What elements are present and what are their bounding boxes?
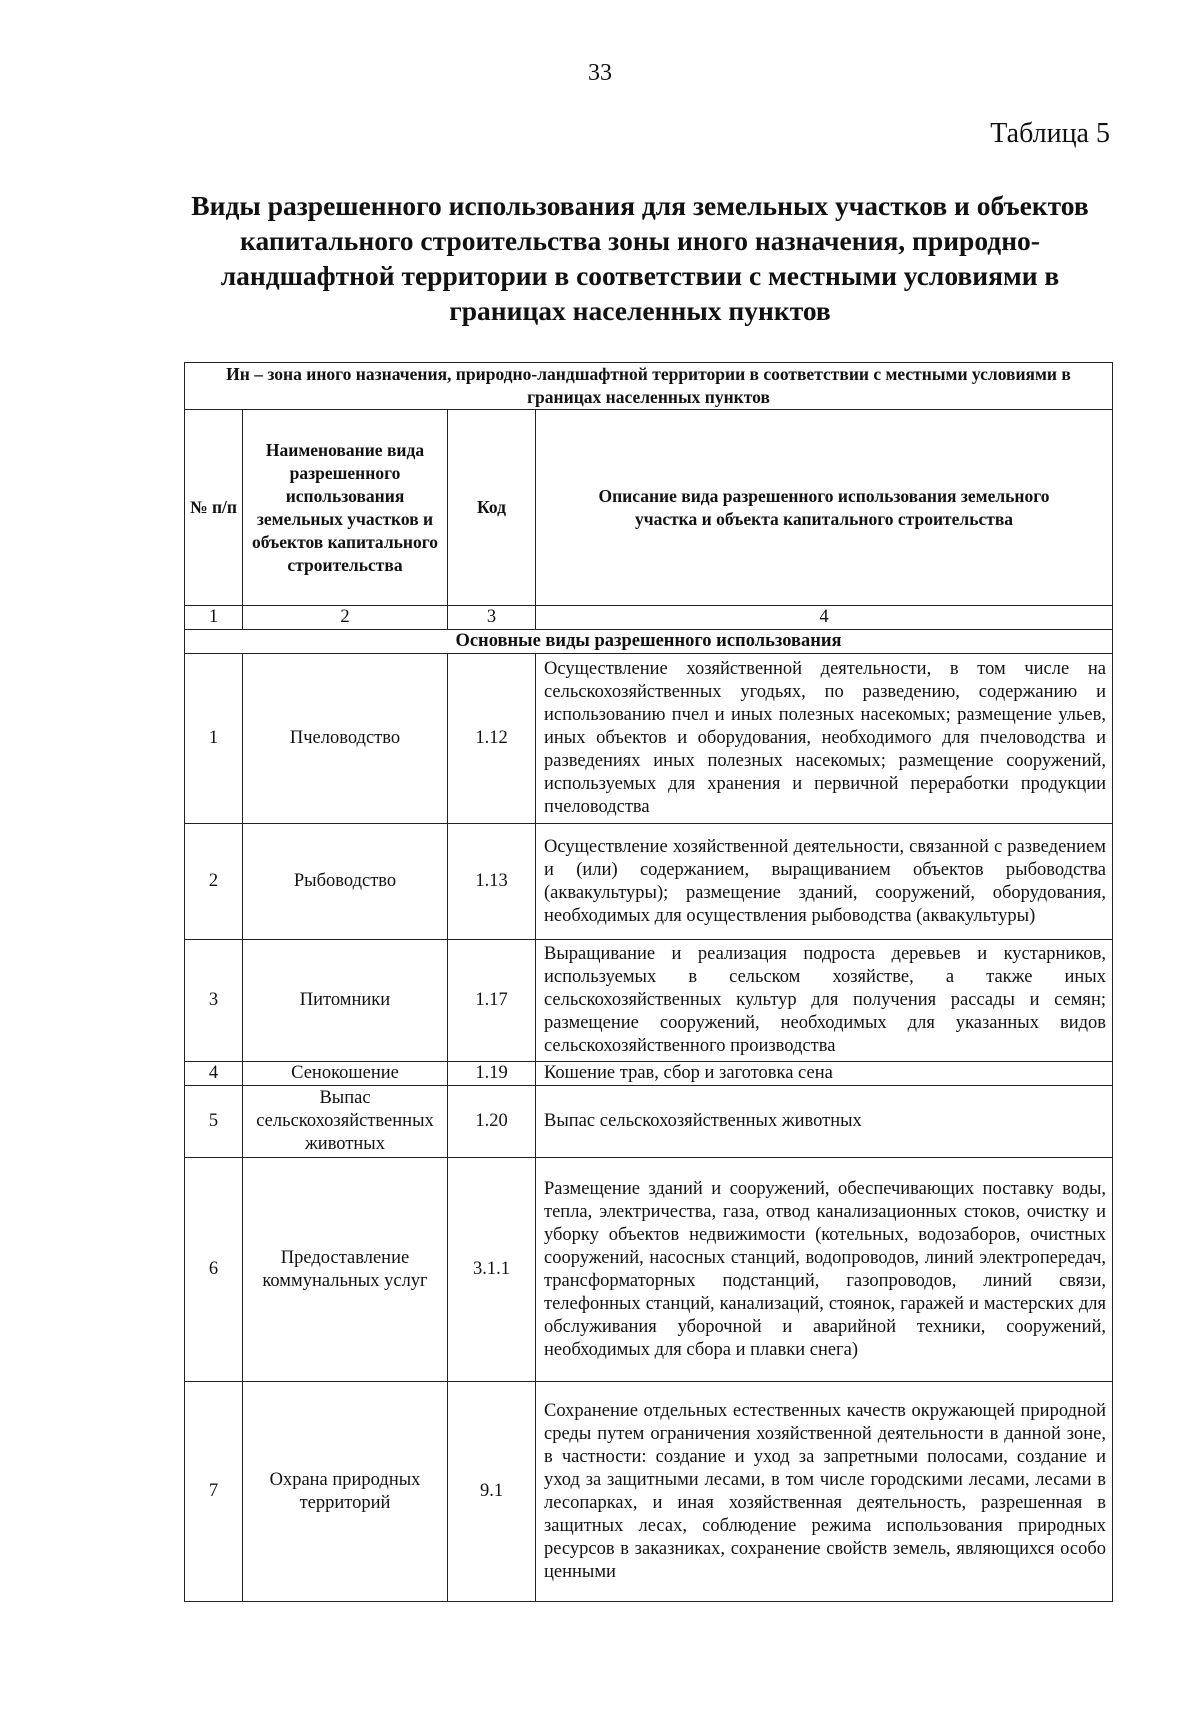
row-name: Питомники — [243, 940, 448, 1062]
row-description: Кошение трав, сбор и заготовка сена — [536, 1062, 1113, 1086]
zone-header: Ин – зона иного назначения, природно-ландшафтной территории в соответствии с местными условиями в границах населенных пунктов — [185, 363, 1113, 410]
header-name: Наименование вида разрешенного использования земельных участков и объектов капитального строительства — [243, 410, 448, 606]
header-code: Код — [448, 410, 536, 606]
row-name: Рыбоводство — [243, 824, 448, 940]
row-name: Охрана природных территорий — [243, 1382, 448, 1602]
table-row — [185, 824, 1113, 940]
row-code: 1.17 — [448, 940, 536, 1062]
document-title: Виды разрешенного использования для земельных участков и объектов капитального строительства зоны иного назначения, природно-ландшафтной территории в соответствии с местными условиями в границах населенных пунктов — [191, 190, 1089, 326]
column-number: 3 — [448, 606, 536, 630]
table-row — [185, 1382, 1113, 1602]
row-description: Размещение зданий и сооружений, обеспечивающих поставку воды, тепла, электричества, газа, отвод канализационных стоков, очистку и уборку объектов недвижимости (котельных, водозаборов, очистных сооружений, насосных станций, водопроводов, линий электропередач, трансформаторных подстанций, газопроводов, линий связи, телефонных станций, канализаций, стоянок, гаражей и мастерских для обслуживания уборочной и аварийной техники, сооружений, необходимых для сбора и плавки снега) — [536, 1158, 1113, 1382]
table-row — [185, 940, 1113, 1062]
row-description: Осуществление хозяйственной деятельности, в том числе на сельскохозяйственных угодьях, по разведению, содержанию и использованию пчел и иных полезных насекомых; размещение ульев, иных объектов и оборудования, необходимого для пчеловодства и разведениях иных полезных насекомых; размещение сооружений, используемых для хранения и первичной переработки продукции пчеловодства — [536, 654, 1113, 824]
row-code: 1.12 — [448, 654, 536, 824]
row-description: Осуществление хозяйственной деятельности, связанной с разведением и (или) содержанием, выращиванием объектов рыбоводства (аквакультуры); размещение зданий, сооружений, оборудования, необходимых для осуществления рыбоводства (аквакультуры) — [536, 824, 1113, 940]
column-number: 2 — [243, 606, 448, 630]
zone-header-row — [185, 363, 1113, 410]
row-name: Сенокошение — [243, 1062, 448, 1086]
header-description: Описание вида разрешенного использования земельного участка и объекта капитального строительства — [536, 410, 1113, 606]
land-use-table — [184, 362, 1113, 1602]
row-description: Сохранение отдельных естественных качеств окружающей природной среды путем ограничения хозяйственной деятельности в данной зоне, в частности: создание и уход за запретными полосами, создание и уход за защитными лесами, в том числе городскими лесами, лесами в лесопарках, и иная хозяйственная деятельность, разрешенная в защитных лесах, соблюдение режима использования природных ресурсов в заказниках, сохранение свойств земель, являющихся особо ценными — [536, 1382, 1113, 1602]
row-number: 4 — [185, 1062, 243, 1086]
column-number: 4 — [536, 606, 1113, 630]
row-number: 3 — [185, 940, 243, 1062]
header-num: № п/п — [185, 410, 243, 606]
row-name: Выпас сельскохозяйственных животных — [243, 1086, 448, 1158]
section-row — [185, 630, 1113, 654]
row-number: 5 — [185, 1086, 243, 1158]
row-code: 9.1 — [448, 1382, 536, 1602]
table-label: Таблица 5 — [990, 118, 1110, 149]
section-title: Основные виды разрешенного использования — [185, 630, 1113, 654]
table-row — [185, 654, 1113, 824]
column-header-row — [185, 410, 1113, 606]
column-number-row — [185, 606, 1113, 630]
row-number: 2 — [185, 824, 243, 940]
row-code: 1.19 — [448, 1062, 536, 1086]
row-description: Выращивание и реализация подроста деревьев и кустарников, используемых в сельском хозяйстве, а также иных сельскохозяйственных культур для получения рассады и семян; размещение сооружений, необходимых для указанных видов сельскохозяйственного производства — [536, 940, 1113, 1062]
row-number: 6 — [185, 1158, 243, 1382]
row-code: 1.20 — [448, 1086, 536, 1158]
column-number: 1 — [185, 606, 243, 630]
row-number: 7 — [185, 1382, 243, 1602]
table-row — [185, 1086, 1113, 1158]
row-description: Выпас сельскохозяйственных животных — [536, 1086, 1113, 1158]
row-name: Предоставление коммунальных услуг — [243, 1158, 448, 1382]
table-row — [185, 1158, 1113, 1382]
table-row — [185, 1062, 1113, 1086]
row-number: 1 — [185, 654, 243, 824]
row-code: 3.1.1 — [448, 1158, 536, 1382]
page-number: 33 — [588, 60, 612, 86]
row-code: 1.13 — [448, 824, 536, 940]
row-name: Пчеловодство — [243, 654, 448, 824]
